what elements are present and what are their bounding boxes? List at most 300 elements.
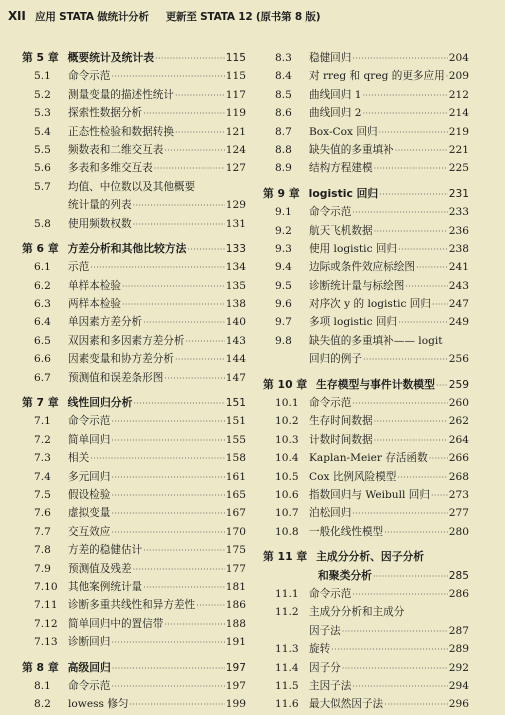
entry-title: 均值、中位数以及其他概要 — [68, 180, 196, 193]
toc-section-entry — [263, 50, 469, 68]
toc-chapter-entry — [263, 568, 469, 586]
entry-title: 预测值和误差条形图 — [68, 371, 164, 384]
entry-number: 8.4 — [275, 70, 292, 83]
dot-leader — [111, 436, 224, 445]
toc-section-entry — [22, 487, 246, 505]
toc-section-entry — [263, 660, 469, 678]
toc-chapter-entry — [22, 660, 246, 678]
toc-section-entry — [22, 542, 246, 560]
entry-page-number: 134 — [225, 261, 246, 274]
dot-leader — [111, 638, 224, 647]
dot-leader — [373, 572, 448, 581]
entry-number: 9.8 — [275, 334, 292, 347]
entry-page-number: 199 — [225, 698, 246, 711]
toc-section-entry — [263, 505, 469, 523]
dot-leader — [379, 128, 448, 137]
toc-section-entry — [263, 432, 469, 450]
entry-number: 9.7 — [275, 316, 292, 329]
entry-number: 7.4 — [34, 470, 51, 483]
toc-section-entry — [22, 432, 246, 450]
entry-number: 7.1 — [34, 415, 51, 428]
entry-page-number: 225 — [448, 162, 469, 175]
toc-section-entry — [22, 469, 246, 487]
entry-number: 8.6 — [275, 107, 292, 120]
toc-section-entry — [22, 278, 246, 296]
dot-leader — [143, 583, 225, 592]
entry-number: 5.5 — [34, 143, 51, 156]
entry-number: 第 6 章 — [22, 241, 59, 255]
toc-chapter-entry — [22, 50, 246, 68]
entry-number: 9.2 — [275, 224, 292, 237]
entry-page-number: 280 — [448, 525, 469, 538]
entry-page-number: 289 — [448, 643, 469, 656]
toc-section-entry — [263, 487, 469, 505]
entry-title: 泊松回归 — [309, 507, 352, 520]
toc-section-entry — [22, 124, 246, 142]
dot-leader — [122, 300, 225, 309]
entry-number: 6.3 — [34, 298, 51, 311]
entry-title: 命令示范 — [309, 397, 352, 410]
entry-page-number: 197 — [225, 679, 246, 692]
toc-section-entry — [263, 314, 469, 332]
entry-title: 探索性数据分析 — [68, 107, 143, 120]
entry-title: 方差的稳健估计 — [68, 544, 143, 557]
entry-page-number: 170 — [225, 525, 246, 538]
entry-number: 10.8 — [275, 525, 299, 538]
dot-leader — [395, 146, 448, 155]
entry-number: 10.7 — [275, 507, 299, 520]
entry-title: 简单回归 — [68, 433, 111, 446]
entry-number: 8.2 — [34, 698, 51, 711]
entry-number: 6.1 — [34, 261, 51, 274]
toc-section-entry — [22, 142, 246, 160]
entry-number: 9.3 — [275, 242, 292, 255]
entry-title: 因子法 — [309, 624, 341, 637]
toc-section-entry — [263, 696, 469, 714]
entry-page-number: 296 — [448, 698, 469, 711]
entry-title: 多元回归 — [68, 470, 111, 483]
dot-leader — [111, 528, 224, 537]
entry-number: 5.6 — [34, 162, 51, 175]
entry-page-number: 121 — [225, 125, 246, 138]
entry-page-number: 286 — [448, 587, 469, 600]
entry-number: 7.11 — [34, 599, 58, 612]
dot-leader — [143, 546, 225, 555]
toc-chapter-entry — [22, 241, 246, 259]
entry-number: 9.5 — [275, 279, 292, 292]
entry-title: 对序次 y 的 logistic 回归 — [309, 298, 431, 311]
toc-section-entry — [22, 413, 246, 431]
entry-title: 假设检验 — [68, 488, 111, 501]
entry-page-number: 264 — [448, 433, 469, 446]
dot-leader — [111, 72, 224, 81]
entry-title: 命令示范 — [68, 70, 111, 83]
dot-leader — [175, 91, 225, 100]
entry-number: 5.2 — [34, 88, 51, 101]
entry-title: 最大似然因子法 — [309, 698, 384, 711]
toc-section-entry — [22, 179, 246, 197]
dot-leader — [363, 355, 448, 364]
entry-page-number: 177 — [225, 562, 246, 575]
dot-leader — [342, 664, 448, 673]
entry-page-number: 124 — [225, 143, 246, 156]
dot-leader — [331, 645, 448, 654]
entry-page-number: 212 — [448, 88, 469, 101]
book-title: 应用 STATA 做统计分析 — [35, 11, 149, 23]
entry-title: 诊断回归 — [68, 636, 111, 649]
entry-title: 其他案例统计量 — [68, 580, 143, 593]
dot-leader — [405, 282, 447, 291]
dot-leader — [164, 374, 224, 383]
entry-title: 统计量的列表 — [68, 199, 132, 212]
entry-page-number: 294 — [448, 679, 469, 692]
toc-section-entry — [22, 68, 246, 86]
dot-leader — [432, 300, 448, 309]
entry-number: 7.3 — [34, 452, 51, 465]
entry-page-number: 260 — [448, 397, 469, 410]
entry-page-number: 131 — [225, 217, 246, 230]
toc-section-entry — [22, 450, 246, 468]
entry-title: 命令示范 — [309, 587, 352, 600]
entry-page-number: 143 — [225, 334, 246, 347]
entry-number: 10.2 — [275, 415, 299, 428]
dot-leader — [164, 146, 224, 155]
toc-section-entry — [22, 351, 246, 369]
entry-page-number: 135 — [225, 279, 246, 292]
entry-number: 7.8 — [34, 544, 51, 557]
toc-section-entry — [22, 634, 246, 652]
entry-title: 单因素方差分析 — [68, 316, 143, 329]
toc-section-entry — [22, 505, 246, 523]
toc-right-column — [263, 50, 469, 715]
entry-number: 11.3 — [275, 643, 299, 656]
dot-leader — [352, 509, 447, 518]
toc-chapter-entry — [22, 395, 246, 413]
entry-number: 7.9 — [34, 562, 51, 575]
toc-section-entry — [263, 623, 469, 641]
entry-number: 9.4 — [275, 261, 292, 274]
toc-section-entry — [22, 579, 246, 597]
dot-leader — [130, 700, 225, 709]
entry-page-number: 219 — [448, 125, 469, 138]
dot-leader — [164, 620, 224, 629]
entry-page-number: 285 — [448, 569, 469, 582]
entry-title: 交互效应 — [68, 525, 111, 538]
entry-number: 第 11 章 — [263, 550, 308, 564]
entry-number: 6.4 — [34, 316, 51, 329]
entry-title: 缺失值的多重填补—— logit — [309, 334, 443, 347]
entry-title: 相关 — [68, 452, 90, 465]
edition-note: 更新至 STATA 12 (原书第 8 版) — [165, 11, 321, 23]
entry-page-number: 249 — [448, 316, 469, 329]
entry-title: 双因素和多因素方差分析 — [68, 334, 185, 347]
toc-section-entry — [22, 696, 246, 714]
entry-number: 11.5 — [275, 679, 299, 692]
entry-page-number: 188 — [225, 617, 246, 630]
toc-section-entry — [22, 296, 246, 314]
toc-section-entry — [22, 197, 246, 215]
entry-title: 结构方程建模 — [309, 162, 373, 175]
entry-page-number: 165 — [225, 488, 246, 501]
entry-title: 多项 logistic 回归 — [309, 316, 398, 329]
entry-number: 7.5 — [34, 488, 51, 501]
entry-number: 7.2 — [34, 433, 51, 446]
dot-leader — [352, 399, 447, 408]
entry-page-number: 287 — [448, 624, 469, 637]
dot-leader — [436, 381, 448, 390]
entry-title: Box-Cox 回归 — [309, 125, 378, 138]
entry-number: 7.6 — [34, 507, 51, 520]
entry-page-number: 119 — [225, 107, 246, 120]
entry-number: 10.6 — [275, 488, 299, 501]
entry-title: 生存时间数据 — [309, 415, 373, 428]
entry-title: 生存模型与事件计数模型 — [316, 377, 435, 391]
entry-page-number: 147 — [225, 371, 246, 384]
entry-title: 方差分析和其他比较方法 — [67, 241, 187, 255]
entry-title: Kaplan-Meier 存活函数 — [309, 452, 428, 465]
toc-section-entry — [22, 87, 246, 105]
dot-leader — [90, 263, 225, 272]
dot-leader — [111, 491, 224, 500]
entry-title: 指数回归与 Weibull 回归 — [309, 488, 430, 501]
entry-title: 主成分分析、因子分析 — [316, 550, 425, 564]
entry-page-number: 214 — [448, 107, 469, 120]
dot-leader — [186, 337, 225, 346]
toc-chapter-entry — [263, 186, 469, 204]
entry-page-number: 151 — [225, 397, 246, 410]
entry-title: 稳健回归 — [309, 52, 352, 64]
entry-number: 8.9 — [275, 162, 292, 175]
toc-section-entry — [22, 216, 246, 234]
dot-leader — [133, 220, 225, 229]
entry-number: 6.6 — [34, 353, 51, 366]
entry-title: 计数时间数据 — [309, 433, 373, 446]
dot-leader — [90, 454, 225, 463]
entry-page-number: 191 — [225, 636, 246, 649]
entry-title: 边际或条件效应标绘图 — [309, 261, 415, 274]
toc-section-entry — [22, 561, 246, 579]
toc-section-entry — [263, 351, 469, 369]
toc-section-entry — [263, 142, 469, 160]
entry-page-number: 197 — [225, 661, 246, 674]
toc-section-entry — [263, 469, 469, 487]
entry-page-number: 209 — [448, 70, 469, 83]
dot-leader — [111, 417, 224, 426]
entry-page-number: 186 — [225, 599, 246, 612]
toc-section-entry — [263, 259, 469, 277]
entry-title: 使用 logistic 回归 — [309, 242, 398, 255]
entry-number: 8.7 — [275, 125, 292, 138]
toc-section-entry — [263, 160, 469, 178]
dot-leader — [133, 201, 225, 210]
entry-number: 第 5 章 — [22, 51, 59, 64]
entry-number: 10.3 — [275, 433, 299, 446]
dot-leader — [352, 682, 447, 691]
dot-leader — [374, 227, 448, 236]
entry-page-number: 256 — [448, 353, 469, 366]
dot-leader — [374, 417, 448, 426]
dot-leader — [398, 245, 448, 254]
entry-page-number: 167 — [225, 507, 246, 520]
entry-title: 诊断多重共线性和异方差性 — [68, 599, 196, 612]
toc-section-entry — [22, 370, 246, 388]
toc-section-entry — [263, 395, 469, 413]
entry-page-number: 144 — [225, 353, 246, 366]
dot-leader — [196, 601, 225, 610]
entry-page-number: 247 — [448, 298, 469, 311]
entry-number: 8.5 — [275, 88, 292, 101]
toc-section-entry — [263, 68, 469, 86]
entry-number: 10.5 — [275, 470, 299, 483]
entry-title: 示范 — [68, 261, 90, 274]
entry-number: 5.7 — [34, 180, 51, 193]
toc-section-entry — [22, 333, 246, 351]
entry-page-number: 161 — [225, 470, 246, 483]
toc-left-column — [22, 50, 246, 715]
dot-leader — [398, 318, 448, 327]
entry-number: 第 10 章 — [263, 377, 308, 391]
entry-title: 线性回归分析 — [67, 396, 133, 410]
toc-section-entry — [263, 450, 469, 468]
entry-number: 5.4 — [34, 125, 51, 138]
dot-leader — [384, 700, 448, 709]
entry-page-number: 277 — [448, 507, 469, 520]
dot-leader — [133, 565, 225, 574]
toc-section-entry — [263, 87, 469, 105]
entry-title: 主因子法 — [309, 679, 352, 692]
entry-number: 8.3 — [275, 52, 292, 64]
toc-section-entry — [263, 241, 469, 259]
entry-title: Cox 比例风险模型 — [309, 470, 397, 483]
dot-leader — [122, 282, 225, 291]
dot-leader — [379, 190, 448, 199]
dot-leader — [431, 491, 448, 500]
entry-number: 11.6 — [275, 698, 299, 711]
entry-title: 航天飞机数据 — [309, 224, 373, 237]
entry-number: 7.7 — [34, 525, 51, 538]
entry-page-number: 231 — [448, 187, 469, 200]
toc-section-entry — [22, 524, 246, 542]
toc-chapter-entry — [263, 549, 469, 567]
dot-leader — [112, 664, 225, 673]
dot-leader — [111, 682, 224, 691]
entry-title: 曲线回归 1 — [309, 88, 362, 101]
entry-number: 6.2 — [34, 279, 51, 292]
entry-number: 5.1 — [34, 70, 51, 83]
entry-page-number: 238 — [448, 242, 469, 255]
toc-section-entry — [263, 333, 469, 351]
dot-leader — [155, 54, 225, 63]
entry-number: 11.1 — [275, 587, 299, 600]
toc-section-entry — [263, 678, 469, 696]
toc-section-entry — [22, 160, 246, 178]
dot-leader — [352, 208, 447, 217]
dot-leader — [133, 399, 224, 408]
entry-title: 诊断统计量与标绘图 — [309, 279, 405, 292]
entry-title: 命令示范 — [68, 679, 111, 692]
dot-leader — [416, 263, 448, 272]
entry-title: 曲线回归 2 — [309, 107, 362, 120]
entry-title: 高级回归 — [67, 660, 111, 674]
toc-section-entry — [22, 259, 246, 277]
toc-section-entry — [263, 586, 469, 604]
dot-leader — [175, 355, 225, 364]
entry-page-number: 268 — [448, 470, 469, 483]
entry-number: 8.1 — [34, 679, 51, 692]
entry-page-number: 259 — [448, 378, 469, 391]
entry-page-number: 117 — [225, 88, 246, 101]
dot-leader — [111, 473, 224, 482]
entry-number: 11.2 — [275, 606, 299, 619]
entry-number: 7.13 — [34, 636, 58, 649]
entry-number: 5.3 — [34, 107, 51, 120]
entry-number: 7.10 — [34, 580, 58, 593]
toc-section-entry — [263, 278, 469, 296]
entry-number: 6.7 — [34, 371, 51, 384]
toc-section-entry — [263, 524, 469, 542]
running-header — [8, 9, 497, 24]
entry-title: 缺失值的多重填补 — [309, 143, 394, 156]
toc-section-entry — [263, 296, 469, 314]
entry-page-number: 140 — [225, 316, 246, 329]
entry-page-number: 158 — [225, 452, 246, 465]
entry-title: 回归的例子 — [309, 353, 362, 366]
entry-number: 第 8 章 — [22, 660, 59, 674]
entry-page-number: 115 — [225, 70, 246, 83]
toc-section-entry — [263, 105, 469, 123]
entry-page-number: 292 — [448, 661, 469, 674]
dot-leader — [187, 245, 224, 254]
entry-number: 6.5 — [34, 334, 51, 347]
entry-page-number: 175 — [225, 544, 246, 557]
toc-section-entry — [263, 413, 469, 431]
entry-number: 9.6 — [275, 298, 292, 311]
entry-page-number: 204 — [448, 52, 469, 64]
entry-title: 因素变量和协方差分析 — [68, 353, 174, 366]
dot-leader — [446, 72, 448, 81]
entry-number: 7.12 — [34, 617, 58, 630]
dot-leader — [352, 54, 447, 63]
page-number: XII — [8, 9, 26, 23]
entry-page-number: 155 — [225, 433, 246, 446]
toc-section-entry — [22, 314, 246, 332]
entry-title: 概要统计及统计表 — [67, 51, 154, 64]
entry-title: 测量变量的描述性统计 — [68, 88, 174, 101]
entry-page-number: 151 — [225, 415, 246, 428]
entry-number: 11.4 — [275, 661, 299, 674]
entry-title: 主成分分析和主成分 — [309, 606, 405, 619]
dot-leader — [342, 627, 448, 636]
dot-leader — [175, 128, 225, 137]
toc-chapter-entry — [263, 377, 469, 395]
entry-title: logistic 回归 — [308, 186, 379, 200]
entry-title: 因子分 — [309, 661, 341, 674]
entry-title: 命令示范 — [309, 206, 352, 219]
entry-page-number: 273 — [448, 488, 469, 501]
entry-number: 第 9 章 — [263, 186, 300, 200]
dot-leader — [143, 318, 225, 327]
entry-title: 简单回归中的置信带 — [68, 617, 164, 630]
entry-number: 第 7 章 — [22, 396, 59, 410]
entry-title: 单样本检验 — [68, 279, 121, 292]
entry-title: 频数表和二维交互表 — [68, 143, 164, 156]
entry-number: 10.1 — [275, 397, 299, 410]
dot-leader — [397, 473, 447, 482]
dot-leader — [384, 528, 448, 537]
entry-title: 虚拟变量 — [68, 507, 111, 520]
entry-number: 5.8 — [34, 217, 51, 230]
entry-page-number: 266 — [448, 452, 469, 465]
